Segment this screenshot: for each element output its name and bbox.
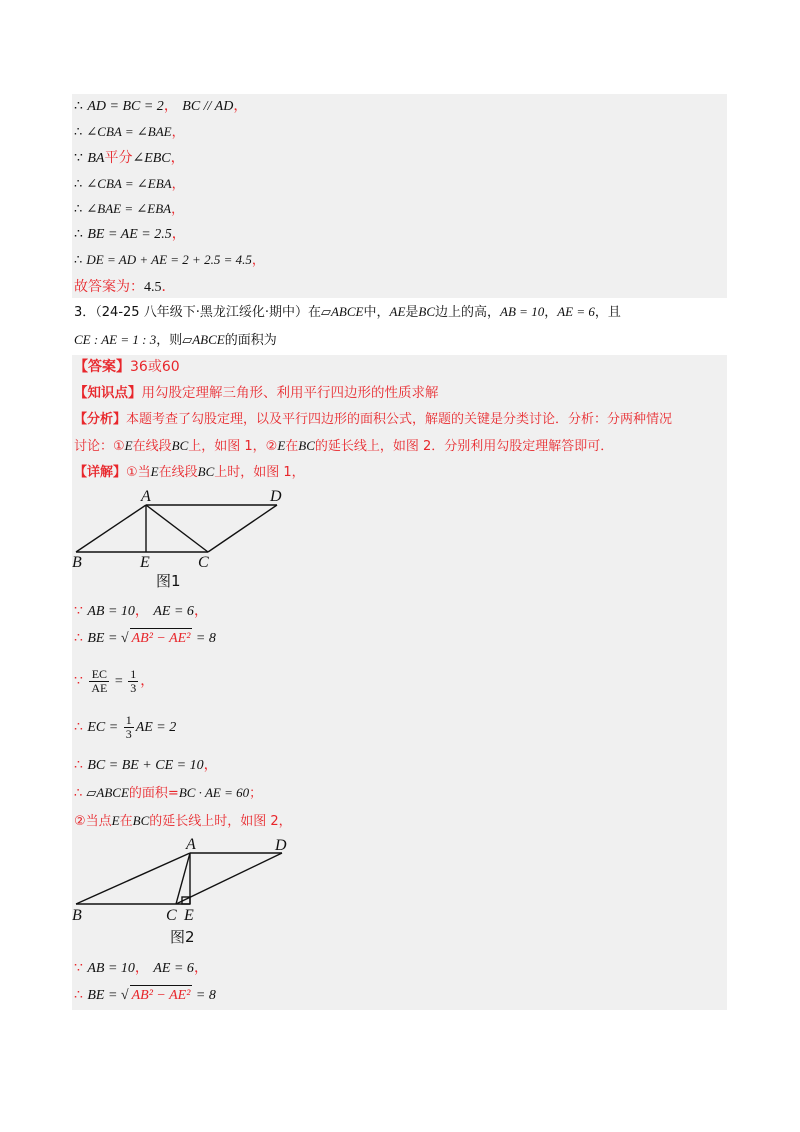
step-line: ∵ BA平分∠EBC， — [74, 150, 185, 166]
fig2-caption: 图2 — [170, 928, 195, 946]
fig2-label-d: D — [275, 837, 287, 854]
figure-2 — [72, 836, 288, 948]
fig1-label-e: E — [140, 554, 150, 571]
step-line: ∴ ∠CBA = ∠EBA， — [74, 176, 185, 192]
fig2-label-c: C — [166, 907, 177, 924]
fig1-label-a: A — [141, 488, 151, 505]
step-line: ∵ $\frac{EC}{AE}$ = $\frac{1}{3}$ ， — [74, 666, 155, 695]
step-line: ∴ ▱ABCE的面积=BC · AE = 60； — [74, 785, 263, 801]
step-line: ∴ BC = BE + CE = 10， — [74, 757, 218, 773]
step-line: ∴ BE = √ AB² − AE² = 8 — [74, 985, 216, 1006]
fig1-label-d: D — [270, 488, 282, 505]
fig2-label-b: B — [72, 907, 82, 924]
step-line: ∴ ∠CBA = ∠BAE， — [74, 124, 185, 140]
final-answer-line: 故答案为：4.5． — [74, 279, 176, 295]
analysis-line-2: 讨论：①E在线段BC上，如图 1，②E在BC的延长线上，如图 2．分别利用勾股定理解答即可． — [74, 438, 614, 454]
fig2-label-e: E — [184, 907, 194, 924]
step-line: ∴ BE = √ AB² − AE² = 8 — [74, 628, 216, 649]
fig1-label-c: C — [198, 554, 209, 571]
step-line: ∴ BE = AE = 2.5， — [74, 226, 186, 242]
analysis-line-1: 【分析】本题考查了勾股定理，以及平行四边形的面积公式，解题的关键是分类讨论．分析：分两种情况 — [74, 412, 673, 427]
step-line: ∴ DE = AD + AE = 2 + 2.5 = 4.5， — [74, 252, 265, 268]
figure-1-diagram — [72, 488, 282, 592]
fig1-label-b: B — [72, 554, 82, 571]
detail-line: 【详解】①当E在线段BC上时，如图 1， — [74, 464, 305, 480]
question-line-1: 3．（24-25 八年级下·黑龙江绥化·期中）在▱ABCE中，AE是BC边上的高，AB = 10，AE = 6，且 — [74, 304, 621, 320]
step-line: ∴ ∠BAE = ∠EBA， — [74, 201, 185, 217]
fig2-label-a: A — [186, 836, 196, 853]
answer-line: 【答案】36或60 — [74, 359, 180, 375]
step-line: ∵ AB = 10， AE = 6， — [74, 960, 208, 976]
step-line: ∴ AD = BC = 2， BC // AD， — [74, 98, 248, 114]
fig1-caption: 图1 — [156, 572, 181, 590]
figure-1 — [72, 488, 282, 592]
step-line: ∵ AB = 10， AE = 6， — [74, 603, 208, 619]
knowledge-line: 【知识点】用勾股定理解三角形、利用平行四边形的性质求解 — [74, 385, 439, 401]
question-number: 3． — [74, 305, 96, 320]
step-line: ∴ EC = $\frac{1}{3}$ AE = 2 — [74, 712, 177, 741]
question-source: （24-25 八年级下·黑龙江绥化·期中） — [95, 305, 308, 320]
figure-2-diagram — [72, 836, 288, 948]
case-2-line: ②当点E在BC的延长线上时，如图 2， — [74, 813, 292, 829]
question-line-2: CE : AE = 1 : 3，则▱ABCE的面积为 — [74, 332, 277, 348]
